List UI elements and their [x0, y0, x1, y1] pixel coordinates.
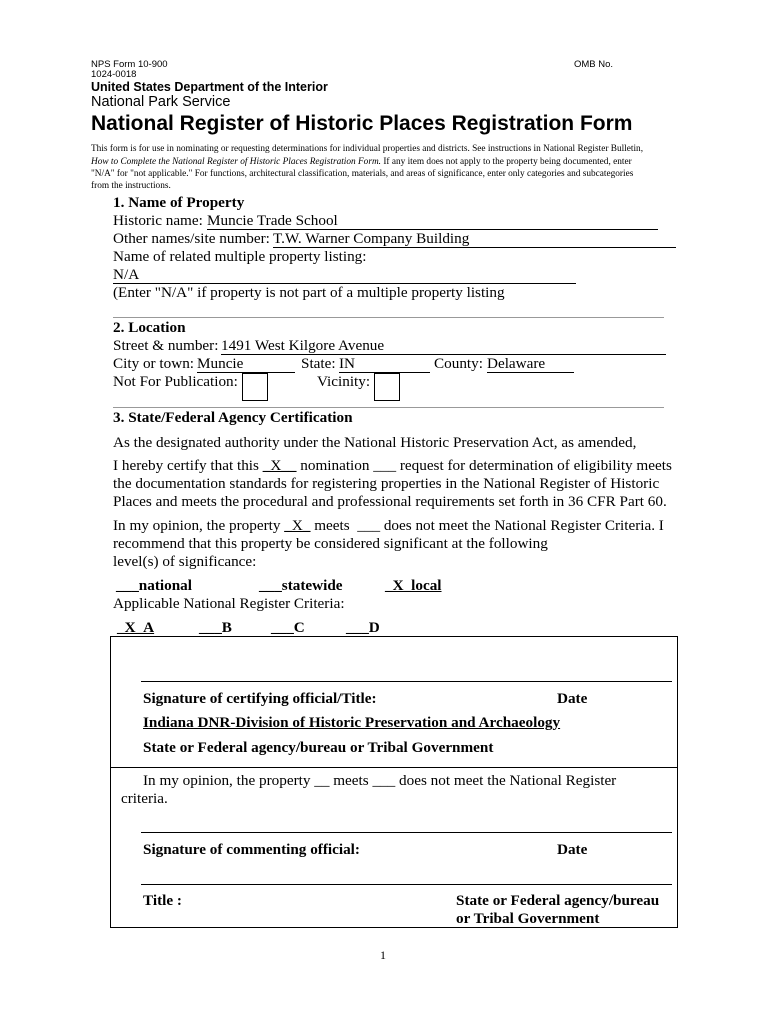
certification-intro: As the designated authority under the National Historic Preservation Act, as amended, [113, 434, 637, 451]
request-mark[interactable]: ___ [373, 457, 397, 474]
opinion-line-3: level(s) of significance: [113, 553, 257, 570]
not-for-publication-checkbox[interactable] [242, 373, 268, 401]
omb-label: OMB No. [574, 59, 614, 70]
certify-text-b: nomination [300, 457, 370, 474]
section-divider-2 [113, 407, 664, 408]
vicinity-checkbox[interactable] [374, 373, 400, 401]
historic-name-field[interactable]: Muncie Trade School [207, 212, 338, 229]
related-listing-note: (Enter "N/A" if property is not part of a multiple property listing [113, 284, 505, 301]
certify-text-c: request for determination of eligibility meets [399, 457, 672, 474]
instructions-line-4: from the instructions. [91, 181, 171, 191]
criteria-c[interactable]: ___C [271, 619, 305, 636]
instructions-line-1: This form is for use in nominating or requesting determinations for individual properties and districts. See instructions in National Register Bulletin, [91, 144, 644, 154]
commenting-date-label: Date [557, 841, 588, 858]
page-number: 1 [380, 948, 386, 962]
state-field[interactable]: IN [339, 355, 356, 372]
related-listing-label: Name of related multiple property listing: [113, 248, 367, 265]
page-title: National Register of Historic Places Registration Form [91, 112, 633, 135]
instructions-bulletin-title: How to Complete the National Register of Historic Places Registration Form. [91, 157, 381, 167]
historic-name-row [113, 212, 203, 230]
section-2-heading: 2. Location [113, 319, 186, 336]
comment-opinion-line-1: In my opinion, the property __ meets ___ does not meet the National Register [143, 772, 617, 789]
criteria-label: Applicable National Register Criteria: [113, 595, 345, 612]
commenting-signature-label: Signature of commenting official: [143, 841, 360, 858]
commenting-signature-line[interactable] [141, 832, 672, 833]
certifying-signature-line[interactable] [141, 681, 672, 682]
instructions-line-3: "N/A" for "not applicable." For functions, architectural classification, materials, and areas of significance, enter only categories and subcategories [91, 169, 634, 179]
criteria-b[interactable]: ___B [199, 619, 232, 636]
criteria-d[interactable]: ___D [346, 619, 380, 636]
level-national[interactable]: ___national [116, 577, 192, 594]
vicinity-label: Vicinity: [317, 373, 371, 390]
other-names-label: Other names/site number: [113, 230, 270, 247]
nomination-mark[interactable]: _X__ [262, 457, 297, 474]
omb-number: 1024-0018 [91, 69, 137, 80]
city-field[interactable]: Muncie [197, 355, 244, 372]
not-for-publication-label: Not For Publication: [113, 373, 238, 390]
meets-mark[interactable]: _X_ [284, 517, 311, 534]
does-not-meet-mark[interactable]: ___ [357, 517, 381, 534]
opinion-line-2: recommend that this property be considered significant at the following [113, 535, 548, 552]
historic-name-label: Historic name: [113, 212, 203, 229]
certify-line-2: the documentation standards for registering properties in the National Register of Historic [113, 475, 660, 492]
instructions-line-2-rest: If any item does not apply to the property being documented, enter [381, 157, 632, 167]
section-3-heading: 3. State/Federal Agency Certification [113, 409, 353, 426]
department-name: United States Department of the Interior [91, 80, 328, 94]
certifying-signature-label: Signature of certifying official/Title: [143, 690, 377, 707]
comment-opinion-line-2: criteria. [121, 790, 168, 807]
opinion-line-1 [113, 517, 664, 535]
related-listing-field[interactable]: N/A [113, 266, 140, 283]
level-statewide[interactable]: ___statewide [259, 577, 343, 594]
county-field[interactable]: Delaware [487, 355, 546, 372]
state-label: State: [301, 355, 336, 372]
opinion-text-b: meets [314, 517, 350, 534]
agency-name: National Park Service [91, 94, 231, 110]
certify-line-1 [113, 457, 672, 475]
street-field[interactable]: 1491 West Kilgore Avenue [221, 337, 385, 354]
title-line[interactable] [141, 884, 672, 885]
certify-text-a: I hereby certify that this [113, 457, 259, 474]
criteria-a[interactable]: _X_A [117, 619, 155, 636]
title-label: Title : [143, 892, 182, 909]
instructions-line-2 [91, 157, 632, 167]
opinion-text-a: In my opinion, the property [113, 517, 281, 534]
certifying-date-label: Date [557, 690, 588, 707]
certify-line-3: Places and meets the procedural and professional requirements set forth in 36 CFR Part 60. [113, 493, 667, 510]
certifying-agency-value: Indiana DNR-Division of Historic Preservation and Archaeology [143, 714, 561, 731]
section-divider-1 [113, 317, 664, 318]
agency-label-2-line-1: State or Federal agency/bureau [456, 892, 660, 909]
form-number: NPS Form 10-900 [91, 59, 168, 70]
other-names-field[interactable]: T.W. Warner Company Building [273, 230, 470, 247]
opinion-text-c: does not meet the National Register Criteria. I [383, 517, 664, 534]
signature-box-divider [110, 767, 678, 768]
county-label: County: [434, 355, 483, 372]
city-label: City or town: [113, 355, 195, 372]
section-1-heading: 1. Name of Property [113, 194, 245, 211]
county-underline [487, 372, 574, 373]
level-local[interactable]: _X_local [385, 577, 442, 594]
agency-label-2-line-2: or Tribal Government [456, 910, 600, 927]
street-label: Street & number: [113, 337, 219, 354]
certifying-agency-label: State or Federal agency/bureau or Tribal Government [143, 739, 494, 756]
